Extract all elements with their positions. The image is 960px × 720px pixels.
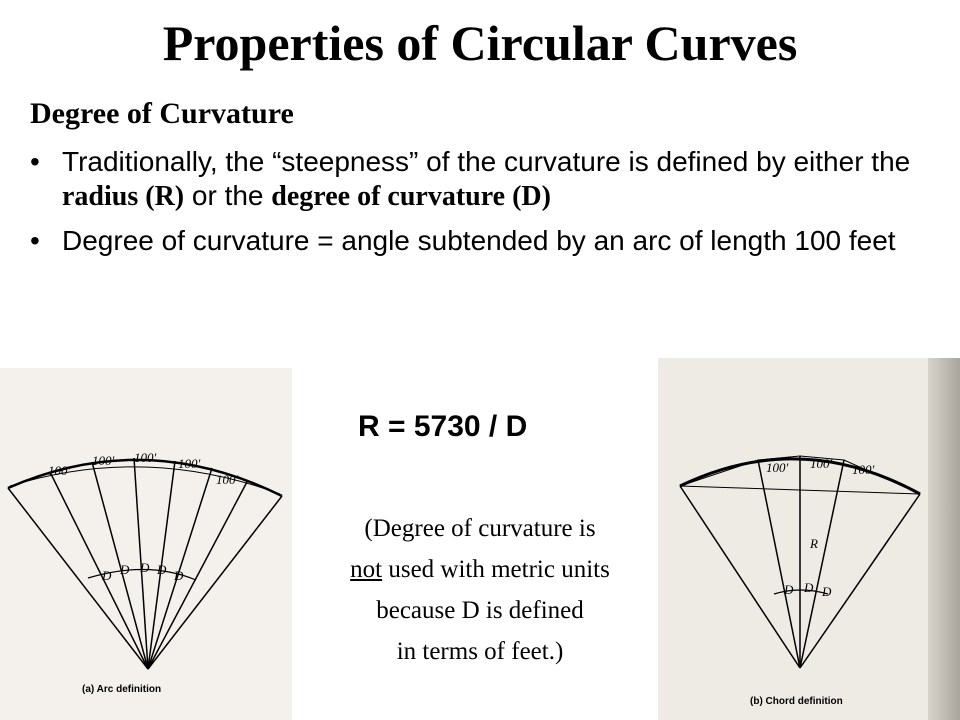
chord-angle-label-1: D	[784, 582, 794, 597]
arc-angle-label-1: D	[102, 568, 112, 583]
section-heading: Degree of Curvature	[30, 97, 294, 130]
bullet-1-text-run: or the	[184, 180, 272, 211]
chord-definition-diagram	[658, 358, 928, 720]
metric-units-note	[300, 508, 660, 672]
arc-segment-label-5: 100′	[216, 472, 239, 487]
note-line-1: (Degree of curvature is	[364, 515, 596, 542]
note-emphasis-not: not	[350, 556, 383, 583]
bullet-2-text-run: Degree of curvature = angle subtended by an arc of length 100 feet	[62, 225, 896, 256]
arc-segment-label-4: 100′	[178, 456, 201, 471]
note-line-2	[300, 549, 660, 590]
arc-angle-label-5: D	[174, 568, 184, 583]
bullet-item-1	[30, 145, 930, 214]
bullet-1-text-run: degree of curvature (D)	[271, 181, 551, 212]
chord-segment-label-2: 100′	[810, 456, 833, 471]
bullet-item-2	[30, 224, 930, 258]
chord-radius-label: R	[810, 536, 818, 551]
arc-angle-label-2: D	[120, 562, 130, 577]
arc-angle-label-3: D	[140, 560, 150, 575]
chord-segment-label-3: 100′	[852, 462, 875, 477]
arc-segment-label-3: 100′	[134, 450, 157, 465]
bullet-1-text-run: radius (R)	[62, 181, 185, 212]
bullet-list	[30, 145, 930, 268]
arc-definition-diagram	[0, 368, 292, 720]
bullet-1-text-run: Traditionally, the “steepness” of the curvature is defined by either the	[62, 146, 911, 177]
page-edge-shadow	[928, 358, 960, 720]
chord-segment-label-1: 100′	[766, 460, 789, 475]
chord-angle-label-3: D	[822, 584, 832, 599]
note-line-3: because D is defined	[376, 597, 584, 624]
arc-definition-caption: (a) Arc definition	[82, 684, 162, 695]
slide-title: Properties of Circular Curves	[162, 15, 798, 71]
arc-segment-label-2: 100′	[92, 453, 115, 468]
chord-angle-label-2: D	[804, 580, 814, 595]
note-line-4: in terms of feet.)	[396, 638, 564, 665]
note-line-2-rest: used with metric units	[382, 556, 610, 583]
radius-formula: R = 5730 / D	[358, 410, 528, 443]
chord-definition-caption: (b) Chord definition	[750, 696, 843, 707]
arc-angle-label-4: D	[157, 562, 167, 577]
arc-segment-label-1: 100′	[48, 463, 71, 478]
